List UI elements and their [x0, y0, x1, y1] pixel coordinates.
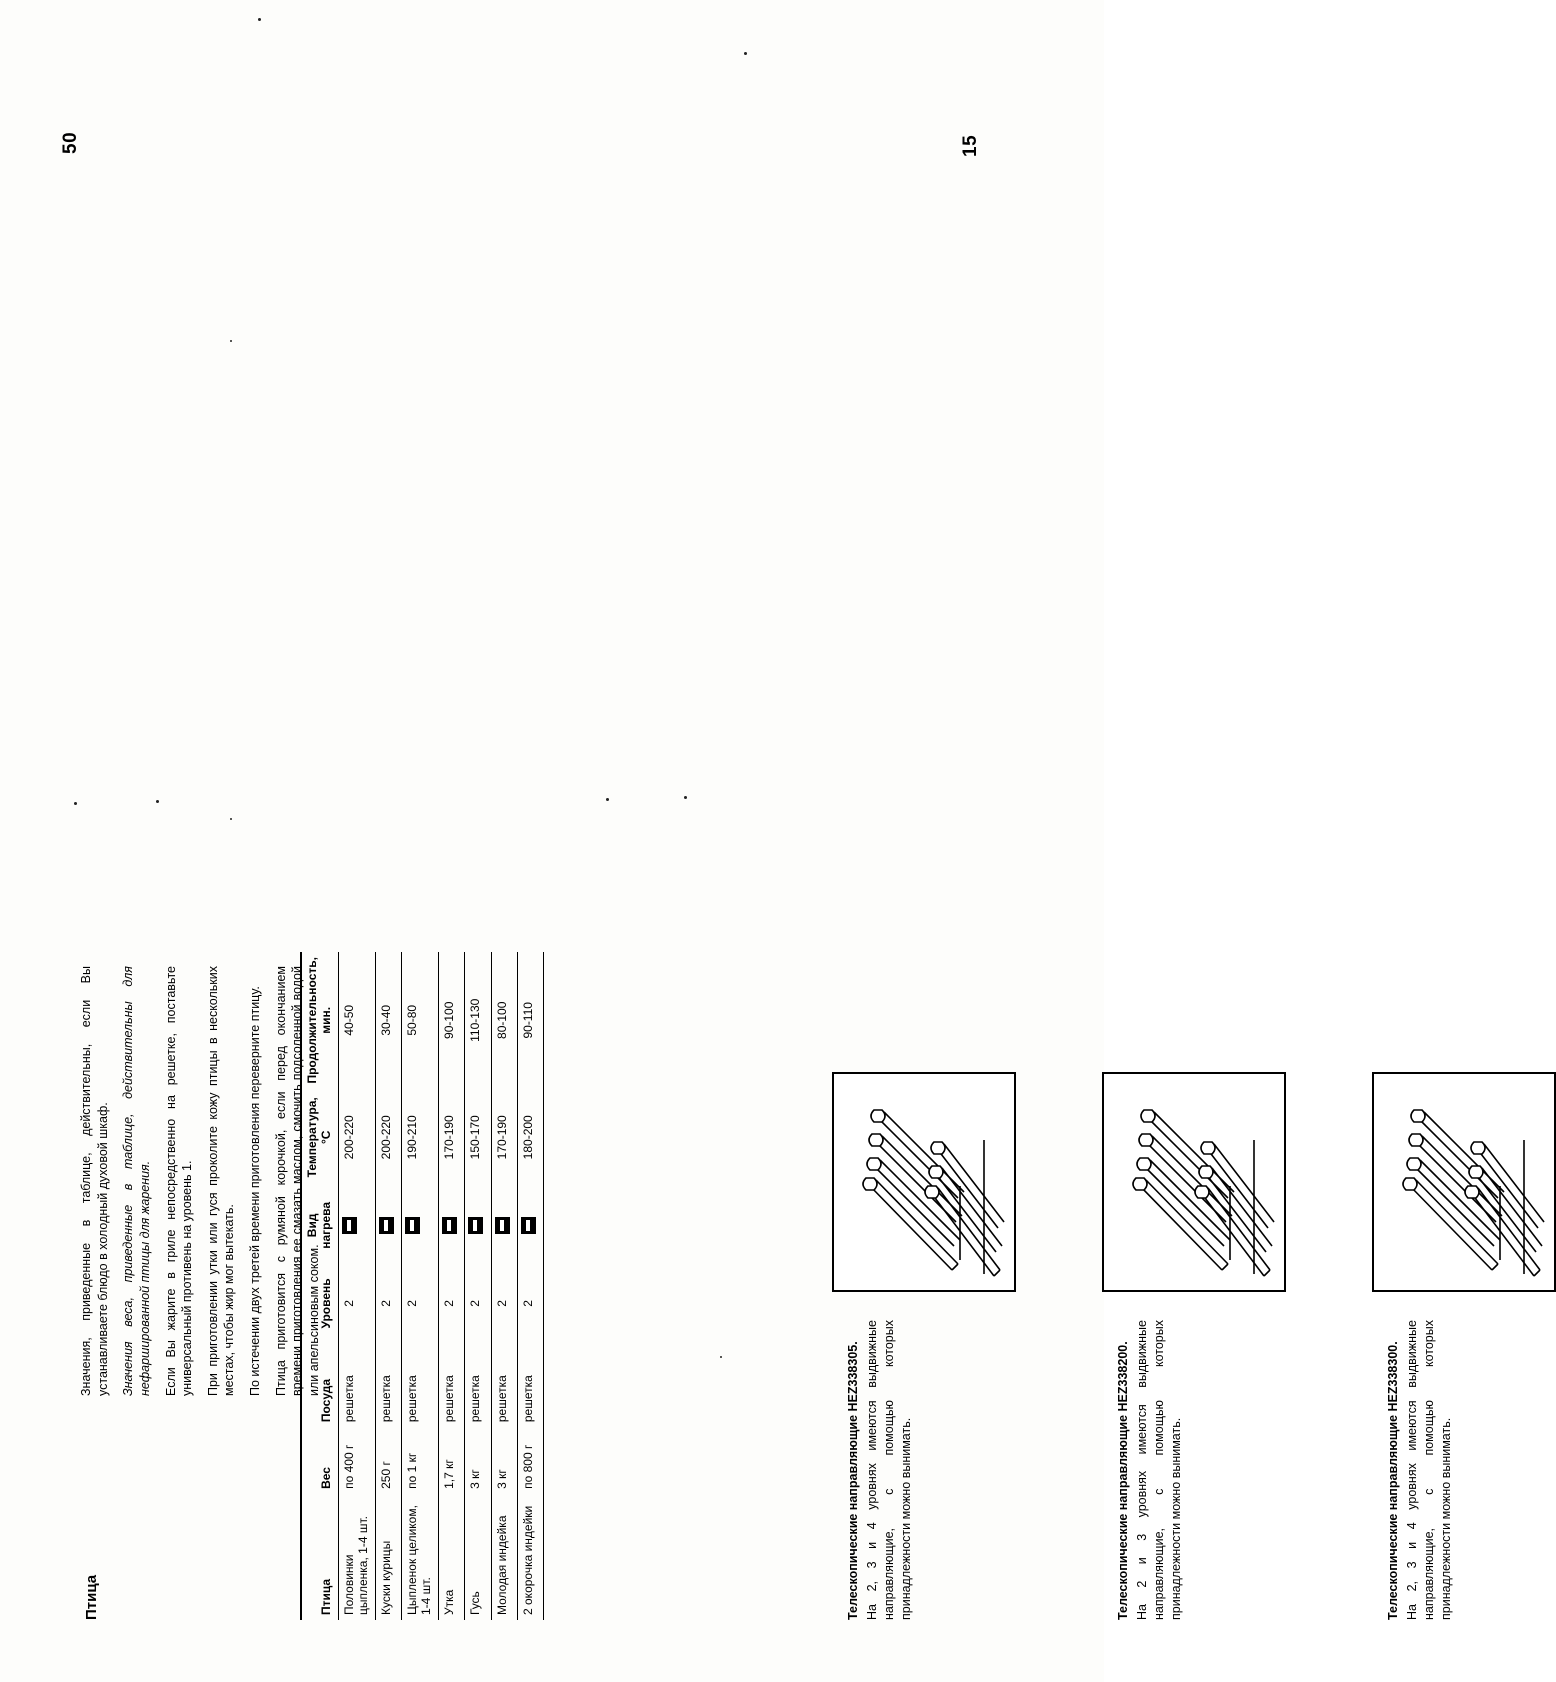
paragraph: Птица приготовится с румяной корочкой, если перед окончанием времени приготовления ее смазать маслом, смочить подсоленной водой или апельсиновым соком. — [273, 966, 321, 1396]
telescopic-rails-illustration — [834, 1078, 1010, 1290]
accessory-description: На 2 и 3 уровнях имеются выдвижные направляющие, с помощью которых принадлежности можно вынимать. — [1135, 1320, 1183, 1620]
cell-temperature: 170-190 — [438, 1089, 464, 1186]
accessory-block-1 — [845, 1320, 914, 1620]
cell-dish: решетка — [517, 1342, 543, 1427]
grill-heating-icon — [342, 1217, 357, 1234]
intro-paragraphs — [78, 966, 332, 1396]
cell-duration: 110-130 — [465, 952, 491, 1089]
telescopic-rails-illustration — [1374, 1078, 1550, 1290]
column-header-food: Птица — [301, 1494, 338, 1620]
cell-level: 2 — [338, 1265, 375, 1342]
table-row — [338, 952, 375, 1620]
table-row — [517, 952, 543, 1620]
cell-temperature: 190-210 — [401, 1089, 438, 1186]
cell-food: Половинки цыпленка, 1-4 шт. — [338, 1494, 375, 1620]
grill-heating-icon — [442, 1217, 457, 1234]
section-heading: Птица — [83, 1574, 100, 1620]
scan-speck — [606, 798, 609, 801]
cell-dish: решетка — [465, 1342, 491, 1427]
cell-weight: по 1 кг — [401, 1427, 438, 1494]
grill-heating-icon — [521, 1217, 536, 1234]
scan-speck — [258, 18, 261, 21]
table-row — [491, 952, 517, 1620]
cell-heating-mode — [517, 1186, 543, 1265]
column-header-temperature: Температура, °C — [301, 1089, 338, 1186]
scan-speck — [230, 818, 232, 820]
scan-speck — [684, 796, 687, 799]
cell-food: Цыпленок целиком, 1-4 шт. — [401, 1494, 438, 1620]
scan-speck — [156, 800, 159, 803]
cell-heating-mode — [338, 1186, 375, 1265]
cell-weight: по 800 г — [517, 1427, 543, 1494]
table-row — [375, 952, 401, 1620]
cell-level: 2 — [491, 1265, 517, 1342]
page-number-left: 50 — [60, 131, 81, 154]
cell-temperature: 150-170 — [465, 1089, 491, 1186]
accessory-title: Телескопические направляющие HEZ338300. — [1386, 1341, 1400, 1620]
grill-heating-icon — [495, 1217, 510, 1234]
cell-level: 2 — [517, 1265, 543, 1342]
column-header-heating-mode: Вид нагрева — [301, 1186, 338, 1265]
column-header-duration: Продолжительность, мин. — [301, 952, 338, 1089]
poultry-roasting-table — [300, 952, 544, 1620]
cell-food: Гусь — [465, 1494, 491, 1620]
cell-duration: 40-50 — [338, 952, 375, 1089]
cell-level: 2 — [375, 1265, 401, 1342]
paragraph: Если Вы жарите в гриле непосредственно на решетке, поставьте универсальный противень на уровень 1. — [163, 966, 195, 1396]
accessory-block-2 — [1115, 1320, 1184, 1620]
cell-dish: решетка — [375, 1342, 401, 1427]
cell-dish: решетка — [438, 1342, 464, 1427]
grill-heating-icon — [468, 1217, 483, 1234]
cell-temperature: 200-220 — [338, 1089, 375, 1186]
cell-duration: 80-100 — [491, 952, 517, 1089]
grill-heating-icon — [379, 1217, 394, 1234]
cell-heating-mode — [465, 1186, 491, 1265]
paragraph: При приготовлении утки или гуся проколите кожу птицы в нескольких местах, чтобы жир мог вытекать. — [205, 966, 237, 1396]
cell-heating-mode — [491, 1186, 517, 1265]
scan-speck — [74, 802, 77, 805]
cell-duration: 90-110 — [517, 952, 543, 1089]
column-header-dish: Посуда — [301, 1342, 338, 1427]
accessory-title: Телескопические направляющие HEZ338200. — [1116, 1341, 1130, 1620]
accessory-figure-3 — [1372, 1072, 1556, 1292]
cell-dish: решетка — [401, 1342, 438, 1427]
cell-food: Молодая индейка — [491, 1494, 517, 1620]
paragraph: Значения, приведенные в таблице, действительны, если Вы устанавливаете блюдо в холодный духовой шкаф. — [79, 966, 110, 1396]
cell-temperature: 180-200 — [517, 1089, 543, 1186]
scan-speck — [744, 52, 747, 55]
cell-dish: решетка — [338, 1342, 375, 1427]
cell-temperature: 200-220 — [375, 1089, 401, 1186]
paragraph: Значения веса, приведенные в таблице, действительны для нефаршированной птицы для жарения. — [121, 966, 152, 1396]
cell-dish: решетка — [491, 1342, 517, 1427]
cell-heating-mode — [438, 1186, 464, 1265]
cell-weight: 3 кг — [491, 1427, 517, 1494]
accessory-title: Телескопические направляющие HEZ338305. — [846, 1341, 860, 1620]
grill-heating-icon — [405, 1217, 420, 1234]
cell-weight: 1,7 кг — [438, 1427, 464, 1494]
page-number-right: 15 — [960, 134, 981, 157]
paragraph: По истечении двух третей времени приготовления переверните птицу. — [248, 986, 262, 1396]
cell-weight: по 400 г — [338, 1427, 375, 1494]
accessory-block-3 — [1385, 1320, 1454, 1620]
table-row — [438, 952, 464, 1620]
cell-level: 2 — [465, 1265, 491, 1342]
scan-speck — [720, 1356, 722, 1358]
table-header-row — [301, 952, 338, 1620]
cell-duration: 90-100 — [438, 952, 464, 1089]
accessory-description: На 2, 3 и 4 уровнях имеются выдвижные направляющие, с помощью которых принадлежности можно вынимать. — [1405, 1320, 1453, 1620]
cell-temperature: 170-190 — [491, 1089, 517, 1186]
scan-speck — [230, 340, 232, 342]
cell-food: Куски курицы — [375, 1494, 401, 1620]
table-body — [338, 952, 544, 1620]
cell-weight: 3 кг — [465, 1427, 491, 1494]
cell-food: 2 окорочка индейки — [517, 1494, 543, 1620]
table-row — [465, 952, 491, 1620]
cell-duration: 50-80 — [401, 952, 438, 1089]
cell-duration: 30-40 — [375, 952, 401, 1089]
table-row — [401, 952, 438, 1620]
telescopic-rails-illustration — [1104, 1078, 1280, 1290]
cell-heating-mode — [375, 1186, 401, 1265]
accessory-figure-1 — [832, 1072, 1016, 1292]
accessory-figure-2 — [1102, 1072, 1286, 1292]
cell-level: 2 — [401, 1265, 438, 1342]
cell-heating-mode — [401, 1186, 438, 1265]
cell-food: Утка — [438, 1494, 464, 1620]
column-header-level: Уровень — [301, 1265, 338, 1342]
cell-weight: 250 г — [375, 1427, 401, 1494]
cell-level: 2 — [438, 1265, 464, 1342]
column-header-weight: Вес — [301, 1427, 338, 1494]
accessory-description: На 2, 3 и 4 уровнях имеются выдвижные направляющие, с помощью которых принадлежности можно вынимать. — [865, 1320, 913, 1620]
